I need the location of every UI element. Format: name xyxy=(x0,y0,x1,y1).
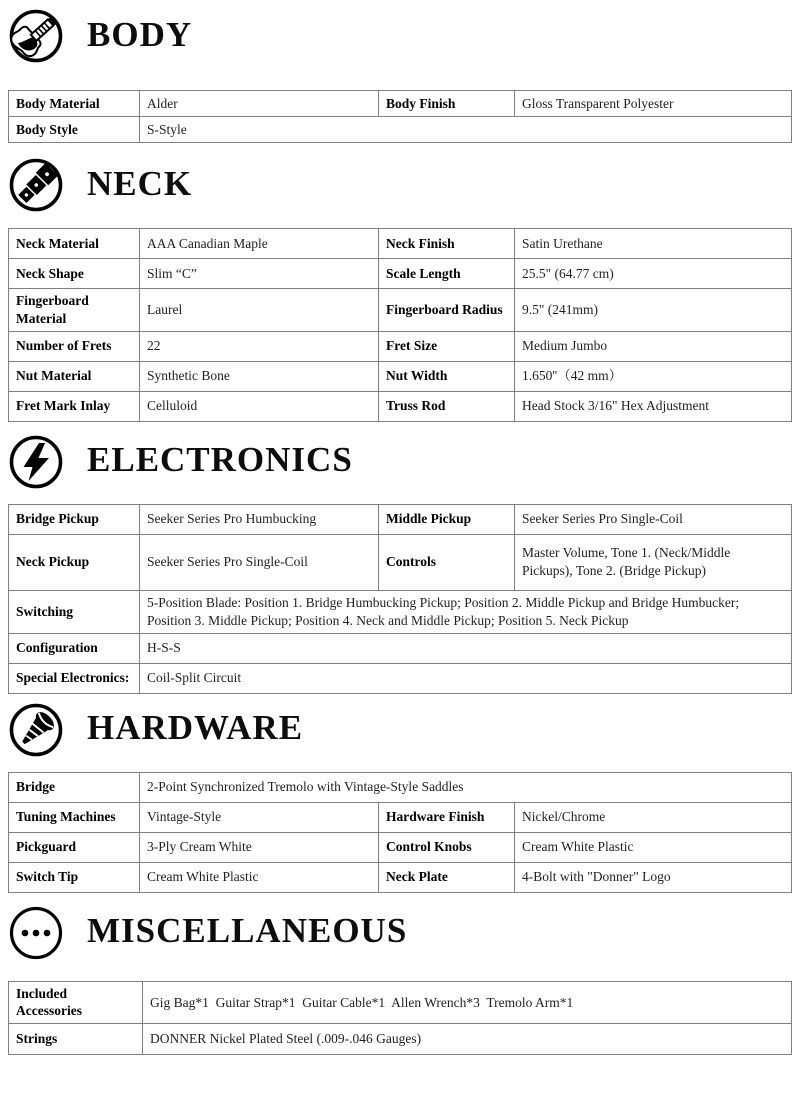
hardware-spec-table xyxy=(8,772,792,893)
table-row xyxy=(9,259,792,289)
spec-label: Neck Shape xyxy=(9,259,140,289)
table-row xyxy=(9,862,792,892)
spec-label: Body Material xyxy=(9,91,140,117)
spec-label: Neck Plate xyxy=(379,862,515,892)
spec-label: Bridge xyxy=(9,772,140,802)
spec-value: 4-Bolt with "Donner" Logo xyxy=(515,862,792,892)
spec-label: Body Finish xyxy=(379,91,515,117)
spec-value: 2-Point Synchronized Tremolo with Vintage-Style Saddles xyxy=(140,772,792,802)
spec-value: Coil-Split Circuit xyxy=(140,663,792,693)
spec-label: Neck Finish xyxy=(379,229,515,259)
table-row xyxy=(9,590,792,633)
spec-label: Fret Mark Inlay xyxy=(9,391,140,421)
table-row xyxy=(9,229,792,259)
electronics-spec-table xyxy=(8,504,792,694)
spec-label: Bridge Pickup xyxy=(9,504,140,534)
table-row xyxy=(9,802,792,832)
spec-label: Fret Size xyxy=(379,331,515,361)
spec-value: DONNER Nickel Plated Steel (.009-.046 Gauges) xyxy=(143,1024,792,1055)
spec-value: Gig Bag*1 Guitar Strap*1 Guitar Cable*1 Allen Wrench*3 Tremolo Arm*1 xyxy=(143,981,792,1024)
spec-label: Truss Rod xyxy=(379,391,515,421)
guitar-neck-icon xyxy=(8,157,64,213)
table-row xyxy=(9,832,792,862)
section-title-neck: NECK xyxy=(87,163,193,203)
spec-value: Vintage-Style xyxy=(140,802,379,832)
table-row xyxy=(9,534,792,590)
section-miscellaneous xyxy=(8,905,800,1056)
spec-value: Laurel xyxy=(140,289,379,332)
spec-label: Special Electronics: xyxy=(9,663,140,693)
spec-label: Number of Frets xyxy=(9,331,140,361)
section-header-hardware xyxy=(8,702,800,758)
spec-label: Controls xyxy=(379,534,515,590)
section-title-electronics: ELECTRONICS xyxy=(87,440,353,480)
table-row xyxy=(9,91,792,117)
spec-label: Nut Material xyxy=(9,361,140,391)
table-row xyxy=(9,1024,792,1055)
section-body xyxy=(8,8,800,143)
table-row xyxy=(9,504,792,534)
spec-label: Neck Pickup xyxy=(9,534,140,590)
electric-guitar-icon xyxy=(8,8,64,64)
table-row xyxy=(9,663,792,693)
lightning-bolt-icon xyxy=(8,434,64,490)
section-hardware xyxy=(8,702,800,893)
table-row xyxy=(9,361,792,391)
table-row xyxy=(9,331,792,361)
spec-label: Fingerboard Material xyxy=(9,289,140,332)
table-row xyxy=(9,391,792,421)
spec-label: Hardware Finish xyxy=(379,802,515,832)
section-title-body: BODY xyxy=(87,14,193,54)
spec-label: Switching xyxy=(9,590,140,633)
spec-value: Celluloid xyxy=(140,391,379,421)
spec-label: Scale Length xyxy=(379,259,515,289)
spec-label: Included Accessories xyxy=(9,981,143,1024)
spec-value: Head Stock 3/16" Hex Adjustment xyxy=(515,391,792,421)
section-header-miscellaneous xyxy=(8,905,800,961)
spec-value: 1.650''（42 mm） xyxy=(515,361,792,391)
spec-value: Seeker Series Pro Single-Coil xyxy=(515,504,792,534)
section-title-hardware: HARDWARE xyxy=(87,708,304,748)
miscellaneous-spec-table xyxy=(8,981,792,1056)
spec-value: 3-Ply Cream White xyxy=(140,832,379,862)
spec-label: Configuration xyxy=(9,633,140,663)
section-header-body xyxy=(8,8,800,64)
spec-value: Medium Jumbo xyxy=(515,331,792,361)
spec-value: Seeker Series Pro Single-Coil xyxy=(140,534,379,590)
section-electronics xyxy=(8,434,800,694)
table-row xyxy=(9,772,792,802)
section-header-neck xyxy=(8,157,800,213)
spec-label: Neck Material xyxy=(9,229,140,259)
spec-value: Gloss Transparent Polyester xyxy=(515,91,792,117)
spec-label: Pickguard xyxy=(9,832,140,862)
spec-value: S-Style xyxy=(140,117,792,143)
spec-value: 5-Position Blade: Position 1. Bridge Humbucking Pickup; Position 2. Middle Pickup and Bridge Humbucker; Position 3. Middle Pickup; Position 4. Neck and Middle Pickup; Position 5. Neck Pickup xyxy=(140,590,792,633)
screw-icon xyxy=(8,702,64,758)
spec-label: Switch Tip xyxy=(9,862,140,892)
spec-value: Cream White Plastic xyxy=(515,832,792,862)
spec-value: Alder xyxy=(140,91,379,117)
spec-value: Synthetic Bone xyxy=(140,361,379,391)
spec-label: Nut Width xyxy=(379,361,515,391)
spec-value: AAA Canadian Maple xyxy=(140,229,379,259)
spec-label: Middle Pickup xyxy=(379,504,515,534)
section-neck xyxy=(8,157,800,422)
spec-value: Master Volume, Tone 1. (Neck/Middle Pickups), Tone 2. (Bridge Pickup) xyxy=(515,534,792,590)
spec-value: Slim “C” xyxy=(140,259,379,289)
spec-label: Control Knobs xyxy=(379,832,515,862)
neck-spec-table xyxy=(8,228,792,422)
spec-value: 25.5" (64.77 cm) xyxy=(515,259,792,289)
spec-value: Satin Urethane xyxy=(515,229,792,259)
spec-label: Strings xyxy=(9,1024,143,1055)
spec-value: Cream White Plastic xyxy=(140,862,379,892)
table-row xyxy=(9,289,792,332)
table-row xyxy=(9,633,792,663)
spec-value: Nickel/Chrome xyxy=(515,802,792,832)
ellipsis-icon xyxy=(8,905,64,961)
spec-label: Fingerboard Radius xyxy=(379,289,515,332)
spec-value: Seeker Series Pro Humbucking xyxy=(140,504,379,534)
section-title-miscellaneous: MISCELLANEOUS xyxy=(87,911,408,951)
spec-value: 9.5" (241mm) xyxy=(515,289,792,332)
table-row xyxy=(9,117,792,143)
body-spec-table xyxy=(8,90,792,143)
spec-label: Body Style xyxy=(9,117,140,143)
table-row xyxy=(9,981,792,1024)
spec-value: H-S-S xyxy=(140,633,792,663)
spec-value: 22 xyxy=(140,331,379,361)
spec-label: Tuning Machines xyxy=(9,802,140,832)
section-header-electronics xyxy=(8,434,800,490)
